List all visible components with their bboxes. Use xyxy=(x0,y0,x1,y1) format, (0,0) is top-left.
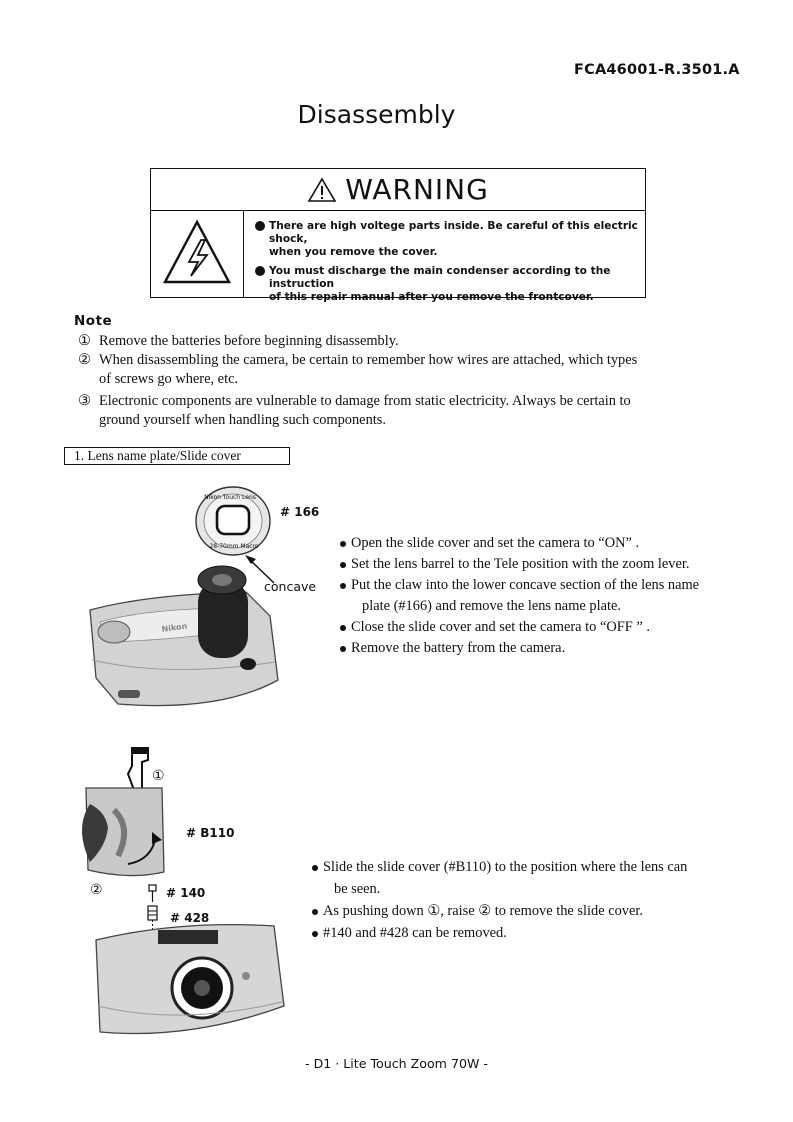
bullet-icon xyxy=(255,266,265,276)
concave-label: concave xyxy=(264,579,317,594)
warning-heading: WARNING xyxy=(345,173,489,206)
section-heading: 1. Lens name plate/Slide cover xyxy=(64,447,290,465)
bullet-icon xyxy=(340,625,346,631)
step-item: Slide the slide cover (#B110) to the position where the lens can be seen. xyxy=(312,856,687,900)
bullet-icon xyxy=(312,865,318,871)
warning-header xyxy=(151,169,645,211)
warning-item: There are high voltege parts inside. Be careful of this electric shock, when you remove the cover. xyxy=(255,220,640,259)
part-label-166: # 166 xyxy=(280,505,320,519)
part-label-428: # 428 xyxy=(170,911,210,925)
high-voltage-icon xyxy=(151,210,243,297)
step-item: Set the lens barrel to the Tele position with the zoom lever. xyxy=(340,554,699,575)
part-label-b110: # B110 xyxy=(186,826,235,840)
bullet-icon xyxy=(340,583,346,589)
bullet-icon xyxy=(312,931,318,937)
bullet-icon xyxy=(340,646,346,652)
step-item: #140 and #428 can be removed. xyxy=(312,922,687,944)
camera-front-illustration xyxy=(96,925,284,1034)
slide-cover-illustration xyxy=(82,788,164,876)
step-item: Put the claw into the lower concave section of the lens name plate (#166) and remove the lens name plate. xyxy=(340,575,699,617)
part-label-140: # 140 xyxy=(166,886,206,900)
bullet-icon xyxy=(340,562,346,568)
warning-triangle-icon xyxy=(307,177,337,203)
plate-text-bottom: 28-70mm Macro xyxy=(209,543,259,550)
step-item: Open the slide cover and set the camera to “ON” . xyxy=(340,533,699,554)
warning-list xyxy=(255,220,640,310)
warning-icon-cell xyxy=(151,210,244,297)
document-code: FCA46001-R.3501.A xyxy=(574,62,740,78)
bullet-icon xyxy=(255,221,265,231)
camera-brand-text: Nikon xyxy=(161,621,188,634)
page-title: Disassembly xyxy=(297,100,456,129)
screw-140-icon xyxy=(149,885,156,902)
step-item: As pushing down ①, raise ② to remove the slide cover. xyxy=(312,900,687,922)
warning-box xyxy=(150,168,646,303)
steps-list-2 xyxy=(312,856,687,944)
step-1-marker: ① xyxy=(152,769,165,784)
warning-item: You must discharge the main condenser according to the instruction of this repair manual after you remove the frontcover. xyxy=(255,265,640,304)
bullet-icon xyxy=(340,541,346,547)
camera-front-illustration xyxy=(90,566,278,706)
finger-icon xyxy=(128,748,148,790)
note-label: Note xyxy=(74,313,113,329)
step-item: Remove the battery from the camera. xyxy=(340,638,699,659)
steps-list-1 xyxy=(340,533,699,659)
step-item: Close the slide cover and set the camera to “OFF ” . xyxy=(340,617,699,638)
page-footer: - D1 · Lite Touch Zoom 70W - xyxy=(305,1056,488,1071)
bullet-icon xyxy=(312,909,318,915)
plate-text-top: Nikon Touch Lens xyxy=(204,494,256,501)
step-2-marker: ② xyxy=(90,883,103,898)
